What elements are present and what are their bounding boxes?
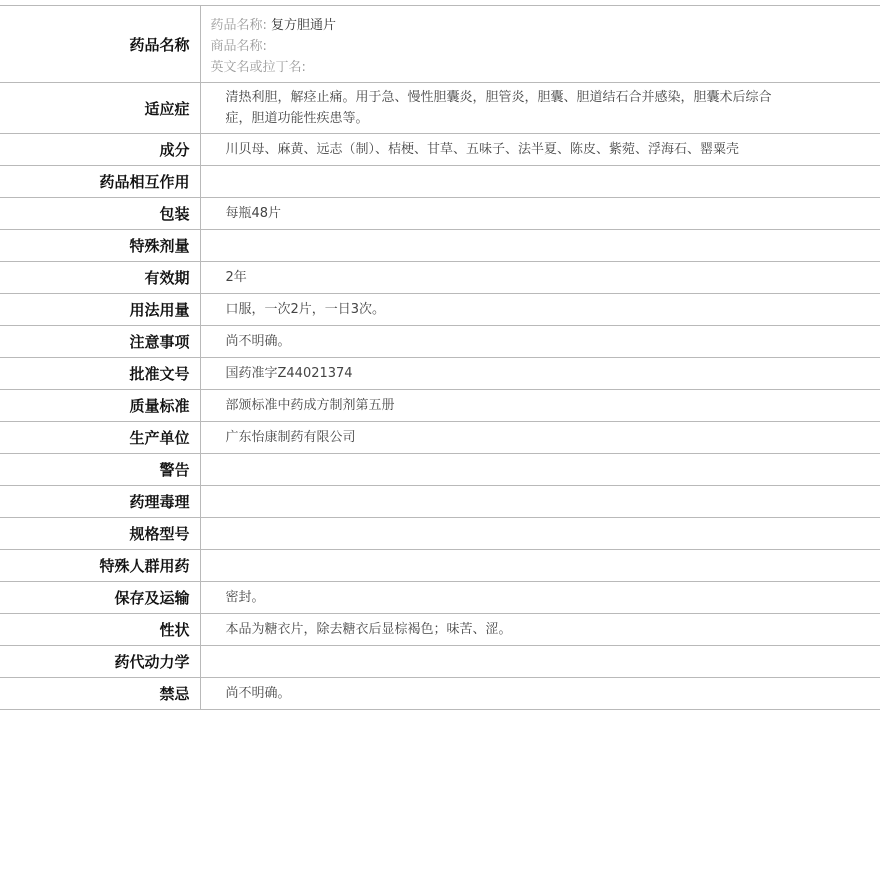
- info-row: [0, 614, 880, 646]
- row-value: 部颁标准中药成方制剂第五册: [200, 390, 880, 422]
- row-label: 警告: [0, 454, 200, 486]
- info-row: [0, 198, 880, 230]
- trade-name-key: 商品名称:: [210, 39, 267, 54]
- info-row: [0, 454, 880, 486]
- row-value: 清热利胆，解痉止痛。用于急、慢性胆囊炎，胆管炎，胆囊、胆道结石合并感染，胆囊术后综合症，胆道功能性疾患等。: [200, 83, 880, 134]
- row-value: 2年: [200, 262, 880, 294]
- row-label: 质量标准: [0, 390, 200, 422]
- row-label: 药品相互作用: [0, 166, 200, 198]
- info-row: [0, 134, 880, 166]
- row-value: [200, 454, 880, 486]
- row-value: 广东怡康制药有限公司: [200, 422, 880, 454]
- info-row: [0, 230, 880, 262]
- generic-name-line: [211, 15, 791, 36]
- trade-name-line: [211, 36, 791, 57]
- drug-info-table: [0, 5, 880, 710]
- row-value: [200, 166, 880, 198]
- row-value: [200, 230, 880, 262]
- drug-name-row: [0, 6, 880, 83]
- row-label: 有效期: [0, 262, 200, 294]
- row-value: 本品为糖衣片，除去糖衣后显棕褐色；味苦、涩。: [200, 614, 880, 646]
- info-row: [0, 326, 880, 358]
- info-row: [0, 582, 880, 614]
- row-label: 适应症: [0, 83, 200, 134]
- info-row: [0, 166, 880, 198]
- info-row: [0, 358, 880, 390]
- row-value: 尚不明确。: [200, 678, 880, 710]
- row-value: [200, 486, 880, 518]
- row-label-drug-name: 药品名称: [0, 6, 200, 83]
- info-row: [0, 518, 880, 550]
- row-label: 特殊剂量: [0, 230, 200, 262]
- row-value: [200, 518, 880, 550]
- info-row: [0, 422, 880, 454]
- generic-name-key: 药品名称:: [210, 18, 267, 33]
- row-value: 密封。: [200, 582, 880, 614]
- info-row: [0, 646, 880, 678]
- info-row: [0, 550, 880, 582]
- row-label: 成分: [0, 134, 200, 166]
- english-name-line: [211, 57, 791, 78]
- english-name-key: 英文名或拉丁名:: [210, 60, 306, 75]
- info-row: [0, 486, 880, 518]
- row-label: 药理毒理: [0, 486, 200, 518]
- row-value: [200, 646, 880, 678]
- row-label: 特殊人群用药: [0, 550, 200, 582]
- row-label: 批准文号: [0, 358, 200, 390]
- row-label: 包装: [0, 198, 200, 230]
- info-row: [0, 262, 880, 294]
- row-value: 每瓶48片: [200, 198, 880, 230]
- row-value: 尚不明确。: [200, 326, 880, 358]
- info-row: [0, 294, 880, 326]
- drug-name-values: [200, 6, 880, 83]
- row-label: 生产单位: [0, 422, 200, 454]
- row-label: 注意事项: [0, 326, 200, 358]
- row-label: 用法用量: [0, 294, 200, 326]
- row-value: [200, 550, 880, 582]
- row-value: 川贝母、麻黄、远志（制）、桔梗、甘草、五味子、法半夏、陈皮、紫菀、浮海石、罂粟壳: [200, 134, 880, 166]
- row-value: 口服，一次2片，一日3次。: [200, 294, 880, 326]
- row-value: 国药准字Z44021374: [200, 358, 880, 390]
- generic-name-value: 复方胆通片: [271, 18, 337, 33]
- row-label: 药代动力学: [0, 646, 200, 678]
- info-row: [0, 678, 880, 710]
- info-row: [0, 83, 880, 134]
- row-label: 性状: [0, 614, 200, 646]
- row-label: 保存及运输: [0, 582, 200, 614]
- row-label: 禁忌: [0, 678, 200, 710]
- row-label: 规格型号: [0, 518, 200, 550]
- info-row: [0, 390, 880, 422]
